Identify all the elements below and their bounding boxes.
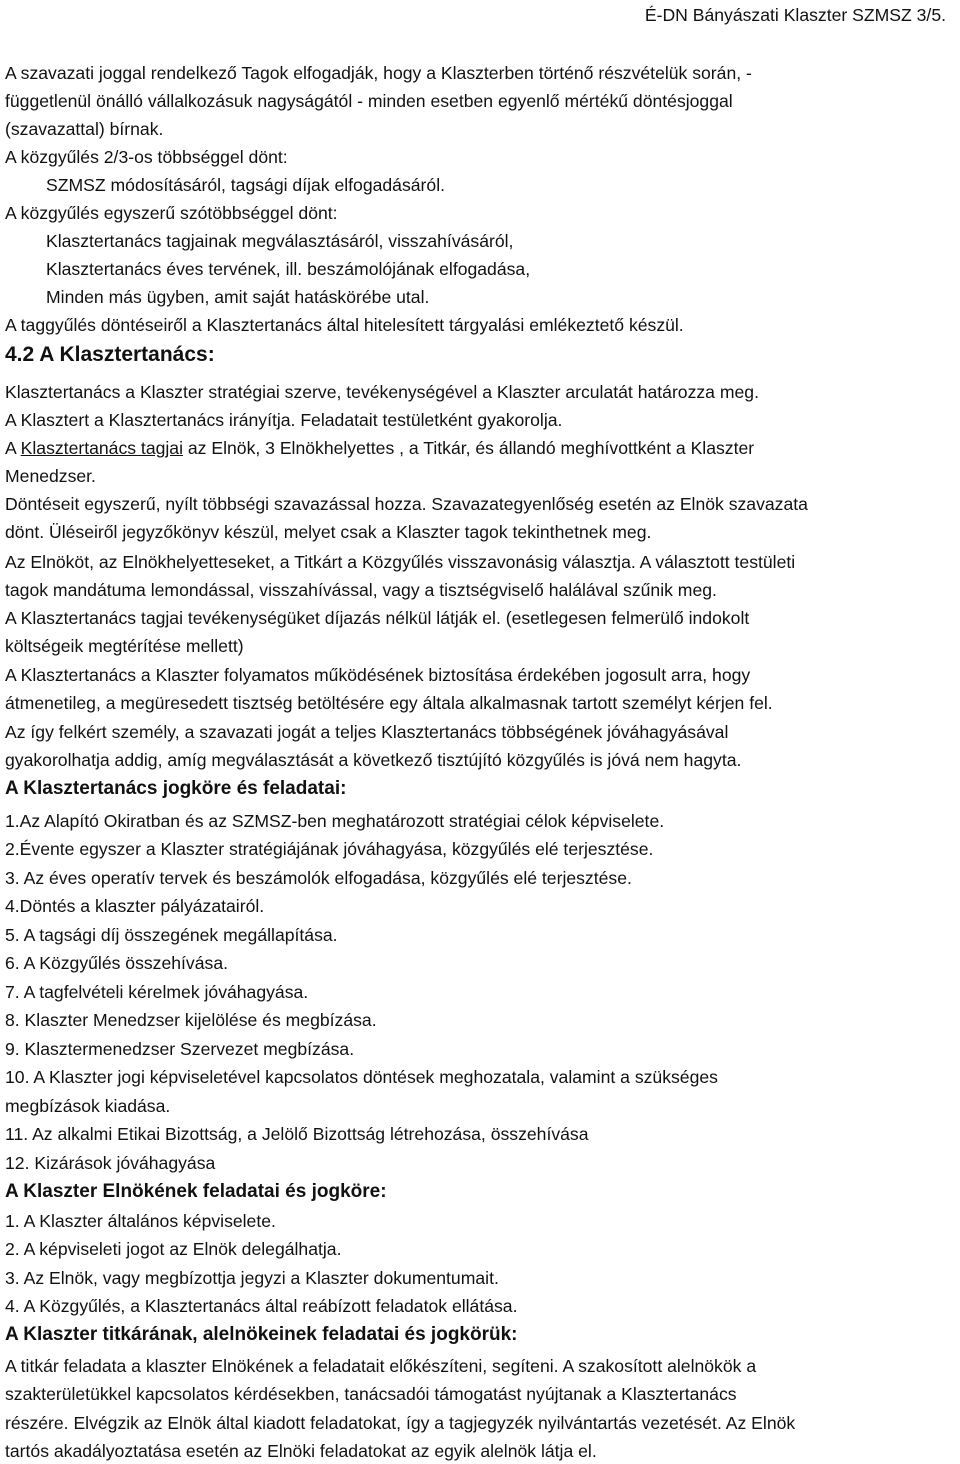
list-item: 8. Klaszter Menedzser kijelölése és megbízása.	[5, 1010, 377, 1030]
paragraph-line: átmenetileg, a megüresedett tisztség betöltésére egy általa alkalmasnak tartott személyt kérjen fel.	[5, 693, 773, 713]
list-item: 12. Kizárások jóváhagyása	[5, 1153, 216, 1173]
paragraph-line: Döntéseit egyszerű, nyílt többségi szavazással hozza. Szavazategyenlőség esetén az Elnök szavazata	[5, 494, 808, 514]
paragraph-line: dönt. Üléseiről jegyzőkönyv készül, melyet csak a Klaszter tagok tekinthetnek meg.	[5, 522, 652, 542]
paragraph-line: függetlenül önálló vállalkozásuk nagyságától - minden esetben egyenlő mértékű döntésjoggal	[5, 91, 733, 111]
paragraph-line: A Klasztertanács tagjai tevékenységüket díjazás nélkül látják el. (esetlegesen felmerülő indokolt	[5, 608, 750, 628]
paragraph-line: Menedzser.	[5, 466, 96, 486]
paragraph-line: Klasztertanács a Klaszter stratégiai szerve, tevékenységével a Klaszter arculatát határozza meg.	[5, 382, 759, 402]
indented-line: Minden más ügyben, amit saját hatáskörébe utal.	[46, 287, 430, 307]
list-item: 4. A Közgyűlés, a Klasztertanács által reábízott feladatok ellátása.	[5, 1296, 518, 1316]
paragraph-line: (szavazattal) bírnak.	[5, 119, 164, 139]
list-item: 4.Döntés a klaszter pályázatairól.	[5, 896, 265, 916]
list-item: 3. Az éves operatív tervek és beszámolók elfogadása, közgyűlés elé terjesztése.	[5, 868, 632, 888]
paragraph-line: A Klasztert a Klasztertanács irányítja. Feladatait testületként gyakorolja.	[5, 410, 563, 430]
indented-line: SZMSZ módosításáról, tagsági díjak elfogadásáról.	[46, 175, 445, 195]
list-item: 2.Évente egyszer a Klaszter stratégiájának jóváhagyása, közgyűlés elé terjesztése.	[5, 839, 654, 859]
paragraph-line: A közgyűlés 2/3-os többséggel dönt:	[5, 147, 288, 167]
indented-line: Klasztertanács tagjainak megválasztásáról, visszahívásáról,	[46, 231, 514, 251]
paragraph-line: A közgyűlés egyszerű szótöbbséggel dönt:	[5, 203, 338, 223]
paragraph-line: részére. Elvégzik az Elnök által kiadott feladatokat, így a tagjegyzék nyilvántartás vezetését. Az Elnök	[5, 1413, 796, 1433]
list-item: 6. A Közgyűlés összehívása.	[5, 953, 228, 973]
list-item: 1. A Klaszter általános képviselete.	[5, 1211, 276, 1231]
paragraph-line: Az Elnököt, az Elnökhelyetteseket, a Titkárt a Közgyűlés visszavonásig választja. A választott testületi	[5, 552, 796, 572]
paragraph-line: A Klasztertanács a Klaszter folyamatos működésének biztosítása érdekében jogosult arra, hogy	[5, 665, 751, 685]
section-heading: A Klaszter titkárának, alelnökeinek feladatai és jogkörük:	[5, 1324, 518, 1345]
list-item: 1.Az Alapító Okiratban és az SZMSZ-ben meghatározott stratégiai célok képviselete.	[5, 811, 665, 831]
list-item: megbízások kiadása.	[5, 1096, 171, 1116]
paragraph-line: A taggyűlés döntéseiről a Klasztertanács által hitelesített tárgyalási emlékeztető készül.	[5, 315, 684, 335]
paragraph-line: tartós akadályoztatása esetén az Elnöki feladatokat az egyik alelnök látja el.	[5, 1441, 597, 1461]
paragraph-line: szakterületükkel kapcsolatos kérdésekben, tanácsadói támogatást nyújtanak a Klasztertanács	[5, 1384, 737, 1404]
paragraph-line: tagok mandátuma lemondással, visszahívással, vagy a tisztségviselő halálával szűnik meg.	[5, 580, 717, 600]
section-heading: A Klasztertanács jogköre és feladatai:	[5, 778, 347, 799]
paragraph-line: Az így felkért személy, a szavazati jogát a teljes Klasztertanács többségének jóváhagyásával	[5, 722, 729, 742]
paragraph-line: A szavazati joggal rendelkező Tagok elfogadják, hogy a Klaszterben történő részvételük során, -	[5, 63, 752, 83]
list-item: 3. Az Elnök, vagy megbízottja jegyzi a Klaszter dokumentumait.	[5, 1268, 499, 1288]
page-header: É-DN Bányászati Klaszter SZMSZ 3/5.	[644, 5, 946, 25]
list-item: 2. A képviseleti jogot az Elnök delegálhatja.	[5, 1239, 342, 1259]
indented-line: Klasztertanács éves tervének, ill. beszámolójának elfogadása,	[46, 259, 531, 279]
section-heading: 4.2 A Klasztertanács:	[5, 343, 215, 366]
list-item: 9. Klasztermenedzser Szervezet megbízása.	[5, 1039, 355, 1059]
paragraph-line: költségeik megtérítése mellett)	[5, 636, 244, 656]
paragraph-line: A titkár feladata a klaszter Elnökének a feladatait előkészíteni, segíteni. A szakosított alelnökök a	[5, 1356, 757, 1376]
paragraph-line: gyakorolhatja addig, amíg megválasztását a következő tisztújító közgyűlés is jóvá nem hagyta.	[5, 750, 742, 770]
text-segment: az Elnök, 3 Elnökhelyettes , a Titkár, és állandó meghívottként a Klaszter	[183, 438, 755, 458]
section-heading: A Klaszter Elnökének feladatai és jogköre:	[5, 1181, 387, 1202]
list-item: 11. Az alkalmi Etikai Bizottság, a Jelölő Bizottság létrehozása, összehívása	[5, 1124, 589, 1144]
list-item: 10. A Klaszter jogi képviseletével kapcsolatos döntések meghozatala, valamint a szükséges	[5, 1067, 718, 1087]
paragraph-line	[5, 437, 754, 459]
list-item: 5. A tagsági díj összegének megállapítása.	[5, 925, 338, 945]
text-segment: A	[5, 438, 21, 458]
underlined-text: Klasztertanács tagjai	[20, 438, 183, 458]
list-item: 7. A tagfelvételi kérelmek jóváhagyása.	[5, 982, 309, 1002]
